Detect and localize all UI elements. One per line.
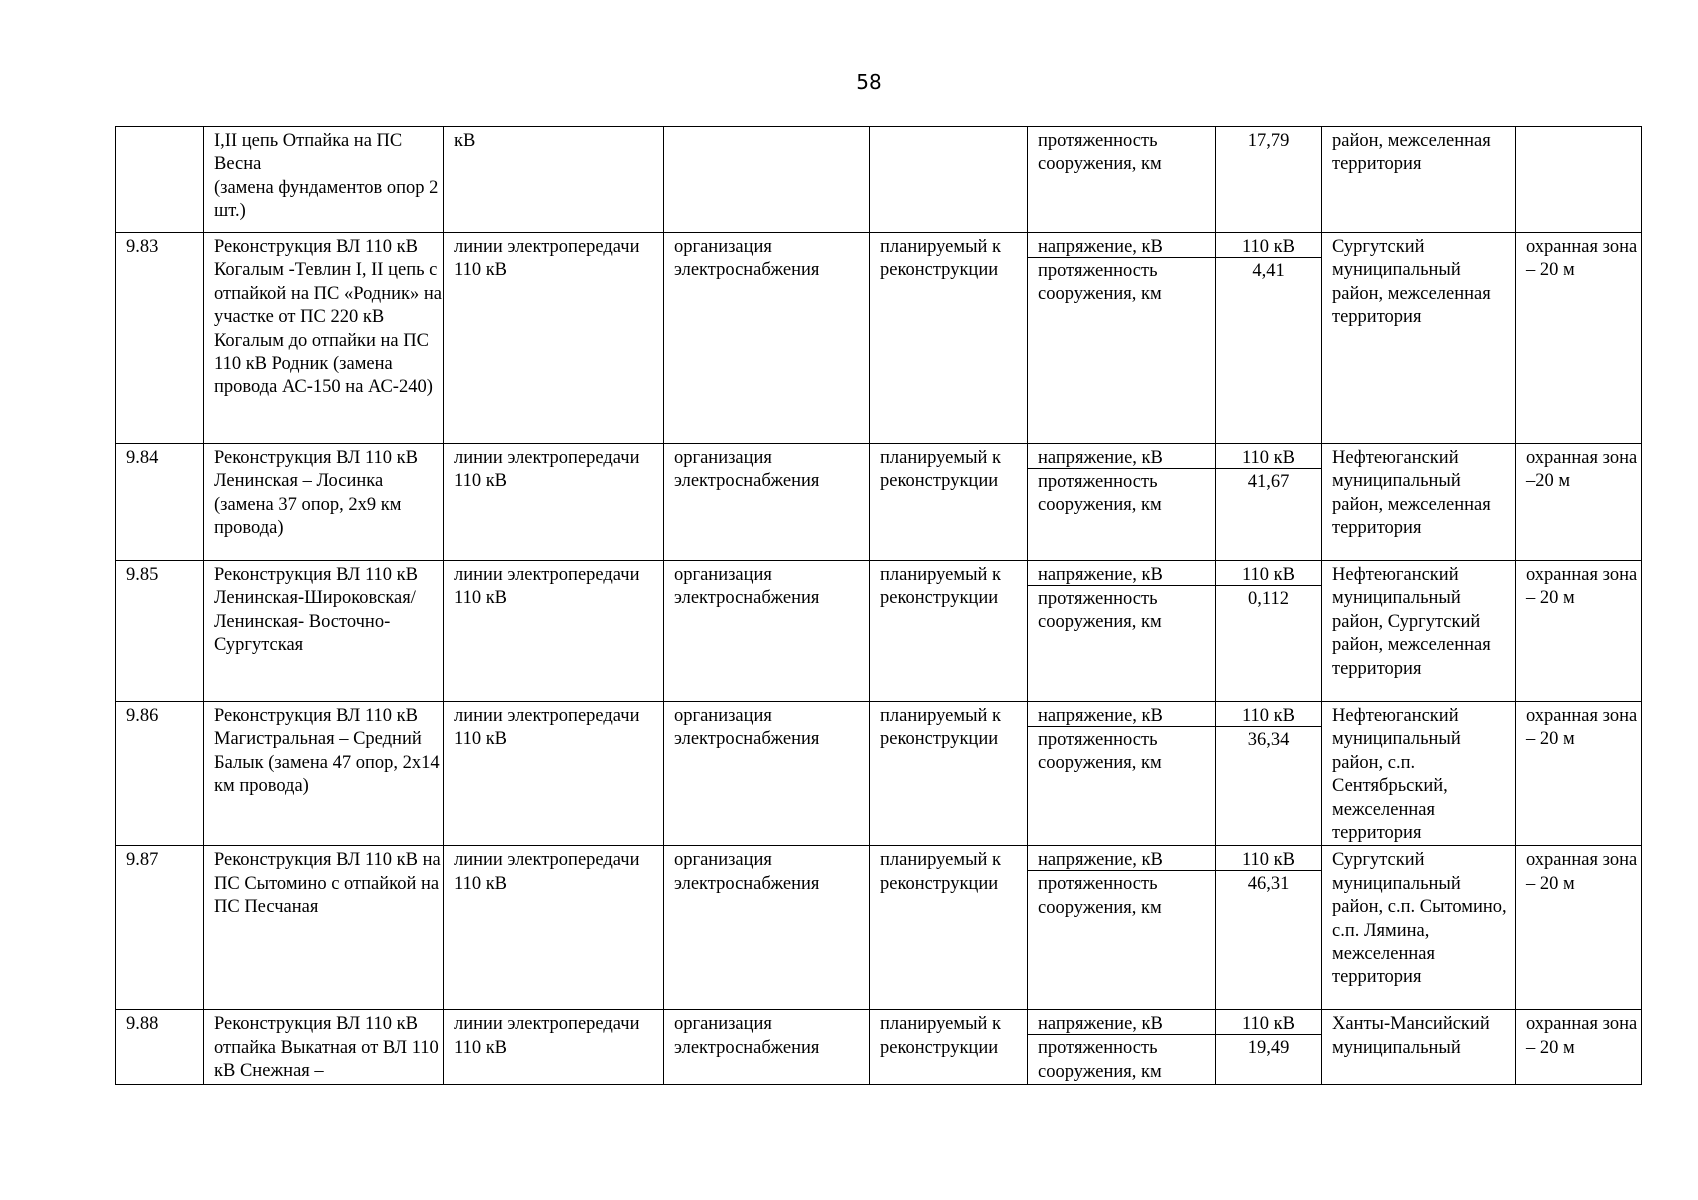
object-status: планируемый к реконструкции [870,561,1028,702]
object-location: район, межселенная территория [1322,127,1516,233]
value-length: 36,34 [1247,730,1290,750]
object-name: Реконструкция ВЛ 110 кВ на ПС Сытомино с отпайкой на ПС Песчаная [204,846,444,1010]
row-number: 9.85 [116,561,204,702]
object-values [1216,702,1322,846]
object-zone: охранная зона –20 м [1516,444,1642,561]
value-voltage: 110 кВ [1216,846,1321,871]
table-row [116,1010,1642,1085]
table-row [116,561,1642,702]
row-number: 9.87 [116,846,204,1010]
object-purpose [664,127,870,233]
param-length: протяженность сооружения, км [1038,472,1162,516]
object-purpose: организация электроснабжения [664,1010,870,1085]
object-values [1216,233,1322,444]
object-location: Сургутский муниципальный район, с.п. Сытомино, с.п. Лямина, межселенная территория [1322,846,1516,1010]
object-purpose: организация электроснабжения [664,444,870,561]
value-length: 17,79 [1247,131,1290,151]
table-row [116,233,1642,444]
object-location: Нефтеюганский муниципальный район, межселенная территория [1322,444,1516,561]
value-voltage: 110 кВ [1216,702,1321,727]
param-length: протяженность сооружения, км [1038,874,1162,918]
object-params [1028,702,1216,846]
object-zone: охранная зона – 20 м [1516,702,1642,846]
object-purpose: организация электроснабжения [664,702,870,846]
object-status: планируемый к реконструкции [870,444,1028,561]
object-type: линии электропередачи 110 кВ [444,1010,664,1085]
object-params [1028,127,1216,233]
value-voltage: 110 кВ [1216,561,1321,586]
object-status [870,127,1028,233]
object-type: линии электропередачи 110 кВ [444,702,664,846]
table-row [116,702,1642,846]
object-zone: охранная зона – 20 м [1516,561,1642,702]
param-length: протяженность сооружения, км [1038,730,1162,774]
param-length: протяженность сооружения, км [1038,1038,1162,1082]
param-length: протяженность сооружения, км [1038,261,1162,305]
param-voltage: напряжение, кВ [1028,702,1215,727]
object-params [1028,444,1216,561]
object-type: линии электропередачи 110 кВ [444,233,664,444]
object-location: Ханты-Мансийский муниципальный [1322,1010,1516,1085]
object-location: Нефтеюганский муниципальный район, с.п. Сентябрьский, межселенная территория [1322,702,1516,846]
object-type: линии электропередачи 110 кВ [444,846,664,1010]
object-status: планируемый к реконструкции [870,846,1028,1010]
value-voltage: 110 кВ [1216,444,1321,469]
value-length: 19,49 [1247,1038,1290,1059]
object-zone: охранная зона – 20 м [1516,233,1642,444]
object-name: Реконструкция ВЛ 110 кВ Когалым -Тевлин I, II цепь с отпайкой на ПС «Родник» на участке от ПС 220 кВ Когалым до отпайки на ПС 110 кВ Родник (замена провода АС-150 на АС-240) [204,233,444,444]
object-status: планируемый к реконструкции [870,702,1028,846]
object-name: Реконструкция ВЛ 110 кВ отпайка Выкатная от ВЛ 110 кВ Снежная – [204,1010,444,1085]
param-voltage: напряжение, кВ [1028,1010,1215,1035]
object-name [204,127,444,233]
object-name-line: I,II цепь Отпайка на ПС Весна (замена фундаментов опор 2 шт.) [214,131,439,222]
value-voltage: 110 кВ [1216,233,1321,258]
object-zone: охранная зона – 20 м [1516,846,1642,1010]
param-length: протяженность сооружения, км [1038,589,1162,633]
object-params [1028,561,1216,702]
param-voltage: напряжение, кВ [1028,233,1215,258]
object-purpose: организация электроснабжения [664,233,870,444]
object-name: Реконструкция ВЛ 110 кВ Ленинская-Широковская/Ленинская- Восточно-Сургутская [204,561,444,702]
page-number: 58 [856,70,882,94]
row-number: 9.83 [116,233,204,444]
object-params [1028,1010,1216,1085]
table-row [116,444,1642,561]
object-status: планируемый к реконструкции [870,1010,1028,1085]
param-voltage: напряжение, кВ [1028,444,1215,469]
object-params [1028,846,1216,1010]
object-location: Нефтеюганский муниципальный район, Сургутский район, межселенная территория [1322,561,1516,702]
object-location: Сургутский муниципальный район, межселенная территория [1322,233,1516,444]
value-length: 0,112 [1248,589,1289,609]
object-values [1216,846,1322,1010]
object-type: кВ [444,127,664,233]
param-length: протяженность сооружения, км [1038,131,1162,175]
row-number [116,127,204,233]
table-row [116,846,1642,1010]
object-name: Реконструкция ВЛ 110 кВ Магистральная – Средний Балык (замена 47 опор, 2х14 км провода) [204,702,444,846]
value-length: 41,67 [1247,472,1290,492]
object-purpose: организация электроснабжения [664,561,870,702]
row-number: 9.84 [116,444,204,561]
object-zone [1516,127,1642,233]
object-type: линии электропередачи 110 кВ [444,444,664,561]
param-voltage: напряжение, кВ [1028,846,1215,871]
row-number: 9.86 [116,702,204,846]
object-name: Реконструкция ВЛ 110 кВ Ленинская – Лосинка (замена 37 опор, 2х9 км провода) [204,444,444,561]
object-values [1216,444,1322,561]
object-values [1216,127,1322,233]
objects-table [115,126,1642,1085]
table-row [116,127,1642,233]
value-length: 46,31 [1247,874,1290,895]
value-voltage: 110 кВ [1216,1010,1321,1035]
param-voltage: напряжение, кВ [1028,561,1215,586]
object-purpose: организация электроснабжения [664,846,870,1010]
object-values [1216,561,1322,702]
object-zone: охранная зона – 20 м [1516,1010,1642,1085]
row-number: 9.88 [116,1010,204,1085]
value-length: 4,41 [1252,261,1285,281]
object-type: линии электропередачи 110 кВ [444,561,664,702]
object-params [1028,233,1216,444]
object-status: планируемый к реконструкции [870,233,1028,444]
object-values [1216,1010,1322,1085]
